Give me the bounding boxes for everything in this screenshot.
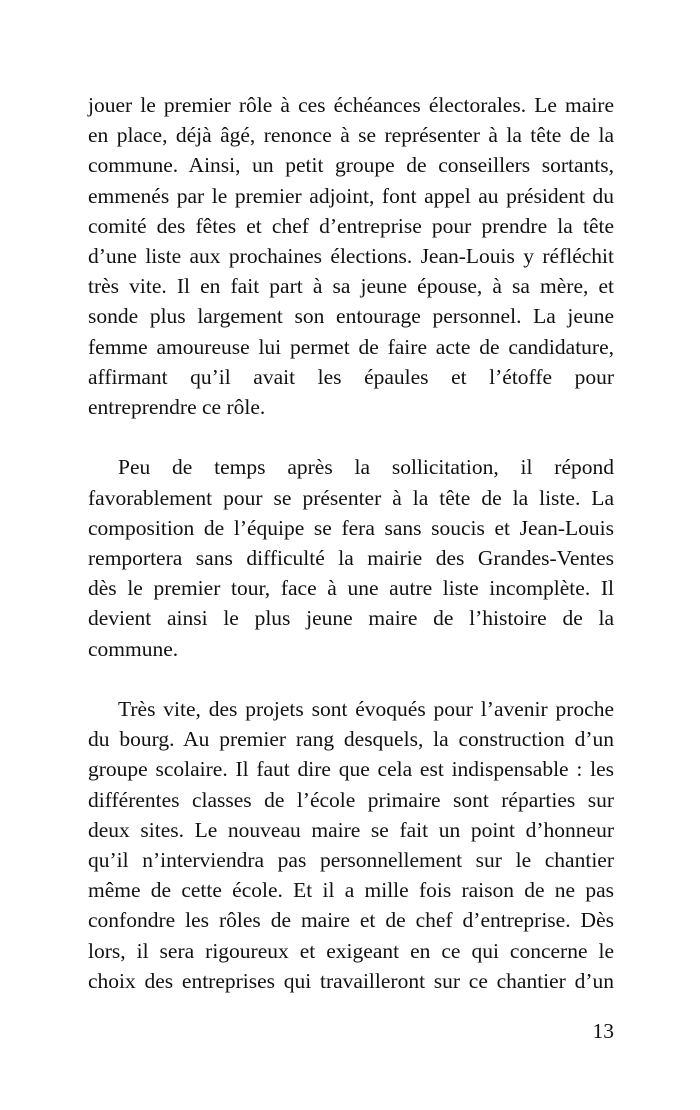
text-line: Très vite, des projets sont évoqués pour l’avenir proche [118, 697, 614, 722]
text-line: emmenés par le premier adjoint, font appel au président du [88, 183, 614, 208]
paragraph-2 [88, 452, 614, 663]
text-line: d’une liste aux prochaines élections. Jean-Louis y réfléchit [88, 244, 614, 269]
text-line: groupe scolaire. Il faut dire que cela est indispensable : les [88, 757, 614, 782]
text-line: commune. Ainsi, un petit groupe de conseillers sortants, [88, 153, 614, 178]
text-line: devient ainsi le plus jeune maire de l’histoire de la [88, 606, 614, 631]
text-line: commune. [88, 636, 179, 661]
body-text [88, 90, 614, 996]
text-line: du bourg. Au premier rang desquels, la construction d’un [88, 727, 614, 752]
text-line: femme amoureuse lui permet de faire acte de candidature, [88, 334, 614, 359]
text-line: jouer le premier rôle à ces échéances électorales. Le maire [88, 93, 614, 117]
paragraph-1 [88, 90, 614, 422]
text-line: sonde plus largement son entourage personnel. La jeune [88, 304, 614, 329]
text-line: comité des fêtes et chef d’entreprise pour prendre la tête [88, 213, 614, 238]
text-line: Peu de temps après la sollicitation, il répond [118, 455, 614, 480]
page-number: 13 [592, 1019, 614, 1043]
text-line: deux sites. Le nouveau maire se fait un point d’honneur [88, 817, 614, 842]
text-line: entreprendre ce rôle. [88, 395, 266, 420]
text-line: favorablement pour se présenter à la tête de la liste. La [88, 485, 614, 510]
text-line: affirmant qu’il avait les épaules et l’étoffe pour [88, 364, 614, 389]
text-line: même de cette école. Et il a mille fois raison de ne pas [88, 878, 614, 903]
text-line: différentes classes de l’école primaire sont réparties sur [88, 787, 614, 812]
paragraph-3 [88, 694, 614, 996]
text-line: très vite. Il en fait part à sa jeune épouse, à sa mère, et [88, 274, 614, 299]
text-line: en place, déjà âgé, renonce à se représenter à la tête de la [88, 123, 614, 148]
text-line: dès le premier tour, face à une autre liste incomplète. Il [88, 576, 614, 601]
text-line: qu’il n’interviendra pas personnellement sur le chantier [88, 848, 614, 873]
text-line: composition de l’équipe se fera sans soucis et Jean-Louis [88, 515, 614, 540]
text-line: confondre les rôles de maire et de chef d’entreprise. Dès [88, 908, 614, 933]
text-line: lors, il sera rigoureux et exigeant en ce qui concerne le [88, 938, 614, 963]
text-line: remportera sans difficulté la mairie des Grandes-Ventes [88, 546, 614, 571]
text-line: choix des entreprises qui travailleront sur ce chantier d’un [88, 968, 614, 993]
